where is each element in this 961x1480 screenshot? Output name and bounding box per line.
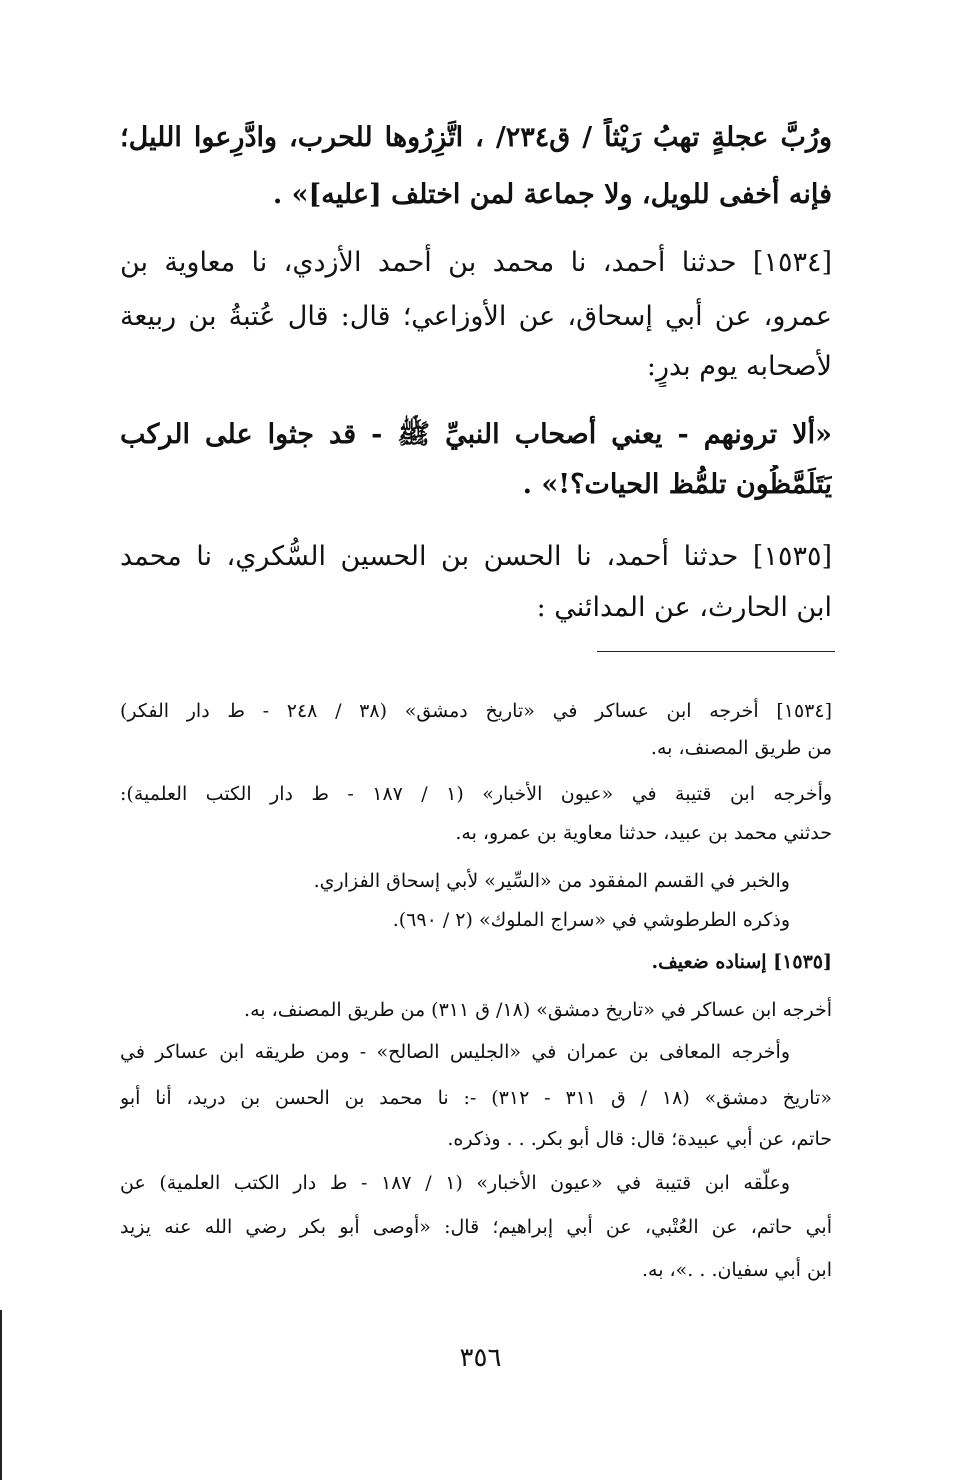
quote-line-1: «ألا ترونهم - يعني أصحاب النبيِّ ﷺ - قد جثوا على الركب xyxy=(120,419,832,450)
footnote-line-2: من طريق المصنف، به. xyxy=(650,737,832,759)
footnote-line-14: ابن أبي سفيان. . .»، به. xyxy=(641,1259,832,1281)
footnote-line-7: [١٥٣٥] إسناده ضعيف. xyxy=(651,951,832,973)
page-number: ٣٥٦ xyxy=(459,1343,502,1373)
footnote-line-10: «تاريخ دمشق» (١٨ / ق ٣١١ - ٣١٢) -: نا محمد بن الحسن بن دريد، أنا أبو xyxy=(120,1087,832,1109)
footnote-line-11: حاتم، عن أبي عبيدة؛ قال: قال أبو بكر. . . وذكره. xyxy=(447,1128,832,1150)
footnote-line-9: وأخرجه المعافى بن عمران في «الجليس الصالح» - ومن طريقه ابن عساكر في xyxy=(120,1041,790,1063)
hadith-1534-line-1: [١٥٣٤] حدثنا أحمد، نا محمد بن أحمد الأزدي، نا معاوية بن xyxy=(120,247,832,278)
quote-line-2: يَتَلَمَّظُون تلمُّظ الحيات؟!» . xyxy=(522,469,832,500)
hadith-1535-line-2: ابن الحارث، عن المدائني : xyxy=(536,592,832,623)
footnote-separator xyxy=(597,651,835,652)
footnote-line-8: أخرجه ابن عساكر في «تاريخ دمشق» (١٨/ ق ٣١١) من طريق المصنف، به. xyxy=(244,999,832,1021)
footnote-line-3: وأخرجه ابن قتيبة في «عيون الأخبار» (١ / ١٨٧ - ط دار الكتب العلمية): xyxy=(120,783,832,805)
footnote-line-6: وذكره الطرطوشي في «سراج الملوك» (٢ / ٦٩٠). xyxy=(392,909,790,931)
footnote-line-13: أبي حاتم، عن العُتْبي، عن أبي إبراهيم؛ قال: «أوصى أبو بكر رضي الله عنه يزيد xyxy=(120,1216,832,1238)
hadith-1534-line-2: عمرو، عن أبي إسحاق، عن الأوزاعي؛ قال: قال عُتبةُ بن ربيعة xyxy=(120,301,832,332)
footnote-line-5: والخبر في القسم المفقود من «السِّير» لأبي إسحاق الفزاري. xyxy=(313,870,790,892)
page-edge-mark xyxy=(0,1310,2,1480)
hadith-1534-line-3: لأصحابه يوم بدرٍ: xyxy=(646,351,832,382)
footnote-line-12: وعلَّقه ابن قتيبة في «عيون الأخبار» (١ / ١٨٧ - ط دار الكتب العلمية) عن xyxy=(120,1172,790,1194)
hadith-1535-line-1: [١٥٣٥] حدثنا أحمد، نا الحسن بن الحسين السُّكري، نا محمد xyxy=(120,541,832,572)
footnote-line-1: [١٥٣٤] أخرجه ابن عساكر في «تاريخ دمشق» (٣٨ / ٢٤٨ - ط دار الفكر) xyxy=(120,700,832,722)
main-text-line-1: ورُبَّ عجلةٍ تهبُ رَيْثاً / ق٢٣٤/ ، اتَّزِرُوها للحرب، وادَّرِعوا الليل؛ xyxy=(120,122,832,153)
footnote-line-4: حدثني محمد بن عبيد، حدثنا معاوية بن عمرو، به. xyxy=(455,822,832,844)
main-text-line-2: فإنه أخفى للويل، ولا جماعة لمن اختلف [عليه]» . xyxy=(272,179,832,210)
